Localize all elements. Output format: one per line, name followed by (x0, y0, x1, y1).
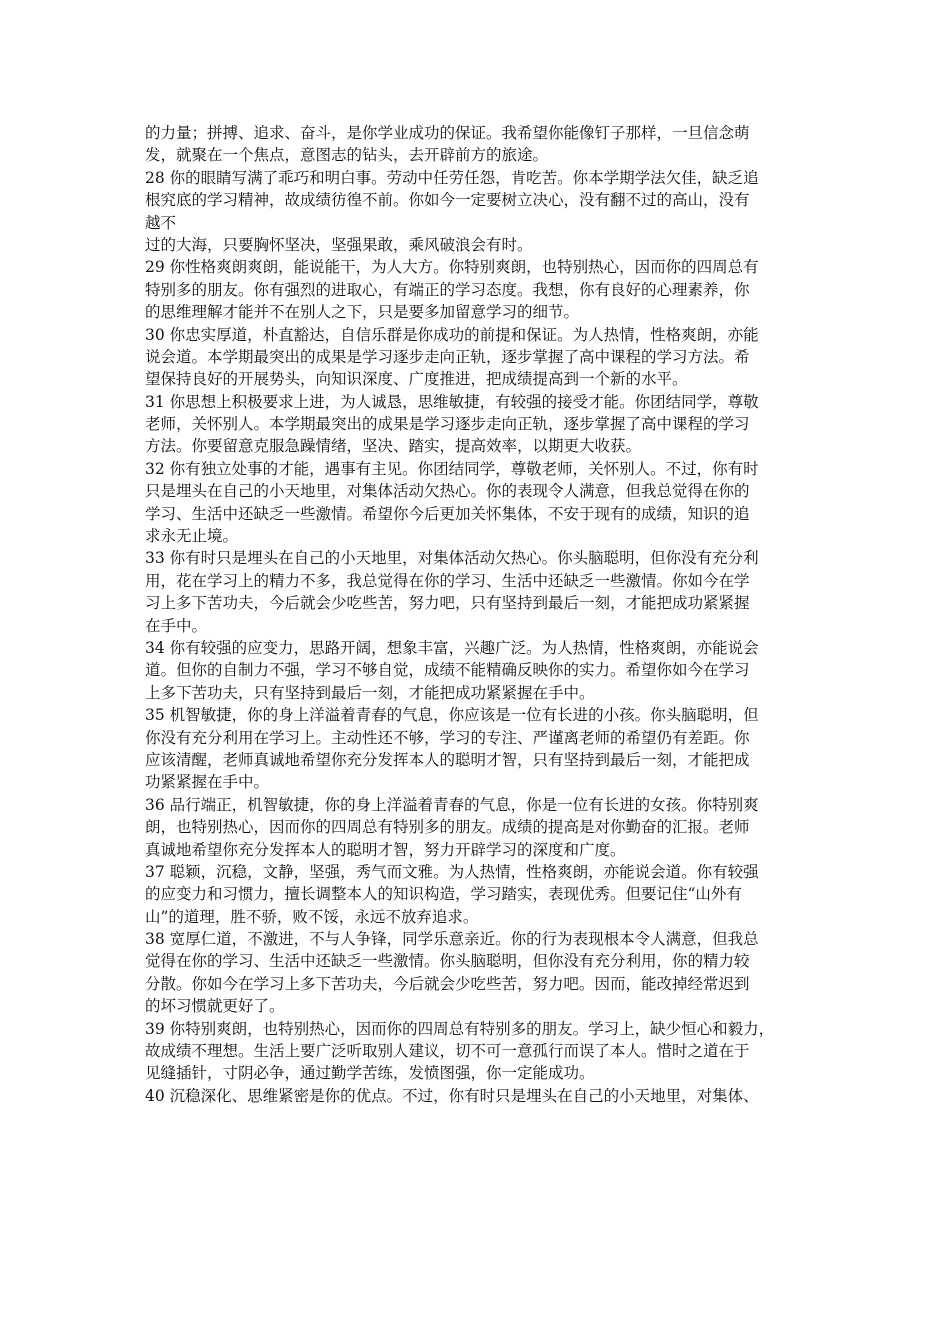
text-line: 34 你有较强的应变力，思路开阔，想象丰富，兴趣广泛。为人热情，性格爽朗，亦能说会 (145, 638, 759, 657)
text-line: 习上多下苦功夫，今后就会少吃些苦，努力吧，只有坚持到最后一刻，才能把成功紧紧握 (145, 594, 750, 613)
text-line: 用，花在学习上的精力不多，我总觉得在你的学习、生活中还缺乏一些激情。你如今在学 (145, 571, 750, 590)
text-line: 38 宽厚仁道，不激进，不与人争锋，同学乐意亲近。你的行为表现根本令人满意，但我总 (145, 930, 759, 949)
text-line: 朗，也特别热心，因而你的四周总有特别多的朋友。成绩的提高是对你勤奋的汇报。老师 (145, 818, 750, 837)
text-line: 28 你的眼睛写满了乖巧和明白事。劳动中任劳任怨，肯吃苦。你本学期学法欠佳，缺乏追 (145, 168, 759, 187)
text-line: 望保持良好的开展势头，向知识深度、广度推进，把成绩提高到一个新的水平。 (145, 370, 688, 389)
text-line: 29 你性格爽朗爽朗，能说能干，为人大方。你特别爽朗，也特别热心，因而你的四周总有 (145, 258, 759, 277)
text-line: 发，就聚在一个焦点，意图志的钻头，去开辟前方的旅途。 (145, 146, 549, 165)
text-line: 功紧紧握在手中。 (145, 773, 270, 792)
text-line: 方法。你要留意克服急躁情绪，坚决、踏实，提高效率，以期更大收获。 (145, 437, 642, 456)
text-line: 40 沉稳深化、思维紧密是你的优点。不过，你有时只是埋头在自己的小天地里，对集体、 (145, 1086, 759, 1105)
text-line: 在手中。 (145, 616, 208, 635)
text-line: 故成绩不理想。生活上要广泛听取别人建议，切不可一意孤行而误了本人。惜时之道在于 (145, 1042, 750, 1061)
text-line: 真诚地希望你充分发挥本人的聪明才智，努力开辟学习的深度和广度。 (145, 840, 626, 859)
text-line: 的力量；拼搏、追求、奋斗，是你学业成功的保证。我希望你能像钉子那样，一旦信念萌 (145, 124, 750, 142)
text-line: 31 你思想上积极要求上进，为人诚恳，思维敏捷，有较强的接受才能。你团结同学，尊敬 (145, 392, 759, 411)
text-line: 老师，关怀别人。本学期最突出的成果是学习逐步走向正轨，逐步掌握了高中课程的学习 (145, 415, 750, 434)
text-line: 越不 (145, 213, 177, 232)
text-line: 的坏习惯就更好了。 (145, 997, 285, 1016)
text-line: 应该清醒，老师真诚地希望你充分发挥本人的聪明才智，只有坚持到最后一刻，才能把成 (145, 750, 750, 769)
text-line: 道。但你的自制力不强，学习不够自觉，成绩不能精确反映你的实力。希望你如今在学习 (145, 661, 750, 680)
text-line: 37 聪颖，沉稳，文静，坚强，秀气而文雅。为人热情，性格爽朗，亦能说会道。你有较强 (145, 862, 759, 881)
text-line: 特别多的朋友。你有强烈的进取心，有端正的学习态度。我想，你有良好的心理素养，你 (145, 280, 750, 299)
text-line: 的思维理解才能并不在别人之下，只是要多加留意学习的细节。 (145, 303, 580, 322)
text-line: 上多下苦功夫，只有坚持到最后一刻，才能把成功紧紧握在手中。 (145, 683, 595, 702)
text-line: 学习、生活中还缺乏一些激情。希望你今后更加关怀集体，不安于现有的成绩，知识的追 (145, 504, 750, 523)
text-line: 的应变力和习惯力，擅长调整本人的知识构造，学习踏实，表现优秀。但要记住“山外有 (145, 885, 742, 904)
text-line: 36 品行端正，机智敏捷，你的身上洋溢着青春的气息，你是一位有长进的女孩。你特别爽 (145, 795, 759, 814)
text-line: 见缝插针，寸阴必争，通过勤学苦练，发愤图强，你一定能成功。 (145, 1064, 595, 1083)
text-line: 求永无止境。 (145, 527, 239, 546)
text-line: 过的大海，只要胸怀坚决，坚强果敢，乘风破浪会有时。 (145, 235, 533, 254)
text-line: 根究底的学习精神，故成绩彷徨不前。你如今一定要树立决心，没有翻不过的高山，没有 (145, 191, 750, 210)
text-line: 39 你特别爽朗，也特别热心，因而你的四周总有特别多的朋友。学习上，缺少恒心和毅力， (145, 1019, 775, 1038)
text-line: 30 你忠实厚道，朴直豁达，自信乐群是你成功的前提和保证。为人热情，性格爽朗，亦能 (145, 325, 759, 344)
text-line: 说会道。本学期最突出的成果是学习逐步走向正轨，逐步掌握了高中课程的学习方法。希 (145, 347, 750, 366)
text-line: 33 你有时只是埋头在自己的小天地里，对集体活动欠热心。你头脑聪明，但你没有充分利 (145, 549, 759, 568)
document-body (145, 122, 815, 1107)
text-line: 分散。你如今在学习上多下苦功夫，今后就会少吃些苦，努力吧。因而，能改掉经常迟到 (145, 974, 750, 993)
text-line: 32 你有独立处事的才能，遇事有主见。你团结同学，尊敬老师，关怀别人。不过，你有时 (145, 459, 759, 478)
text-line: 35 机智敏捷，你的身上洋溢着青春的气息，你应该是一位有长进的小孩。你头脑聪明，但 (145, 706, 759, 725)
text-line: 你没有充分利用在学习上。主动性还不够，学习的专注、严谨离老师的希望仍有差距。你 (145, 728, 750, 747)
text-line: 只是埋头在自己的小天地里，对集体活动欠热心。你的表现令人满意，但我总觉得在你的 (145, 482, 750, 501)
text-line: 山”的道理，胜不骄，败不馁，永远不放弃追求。 (145, 907, 479, 926)
text-line: 觉得在你的学习、生活中还缺乏一些激情。你头脑聪明，但你没有充分利用，你的精力较 (145, 952, 750, 971)
